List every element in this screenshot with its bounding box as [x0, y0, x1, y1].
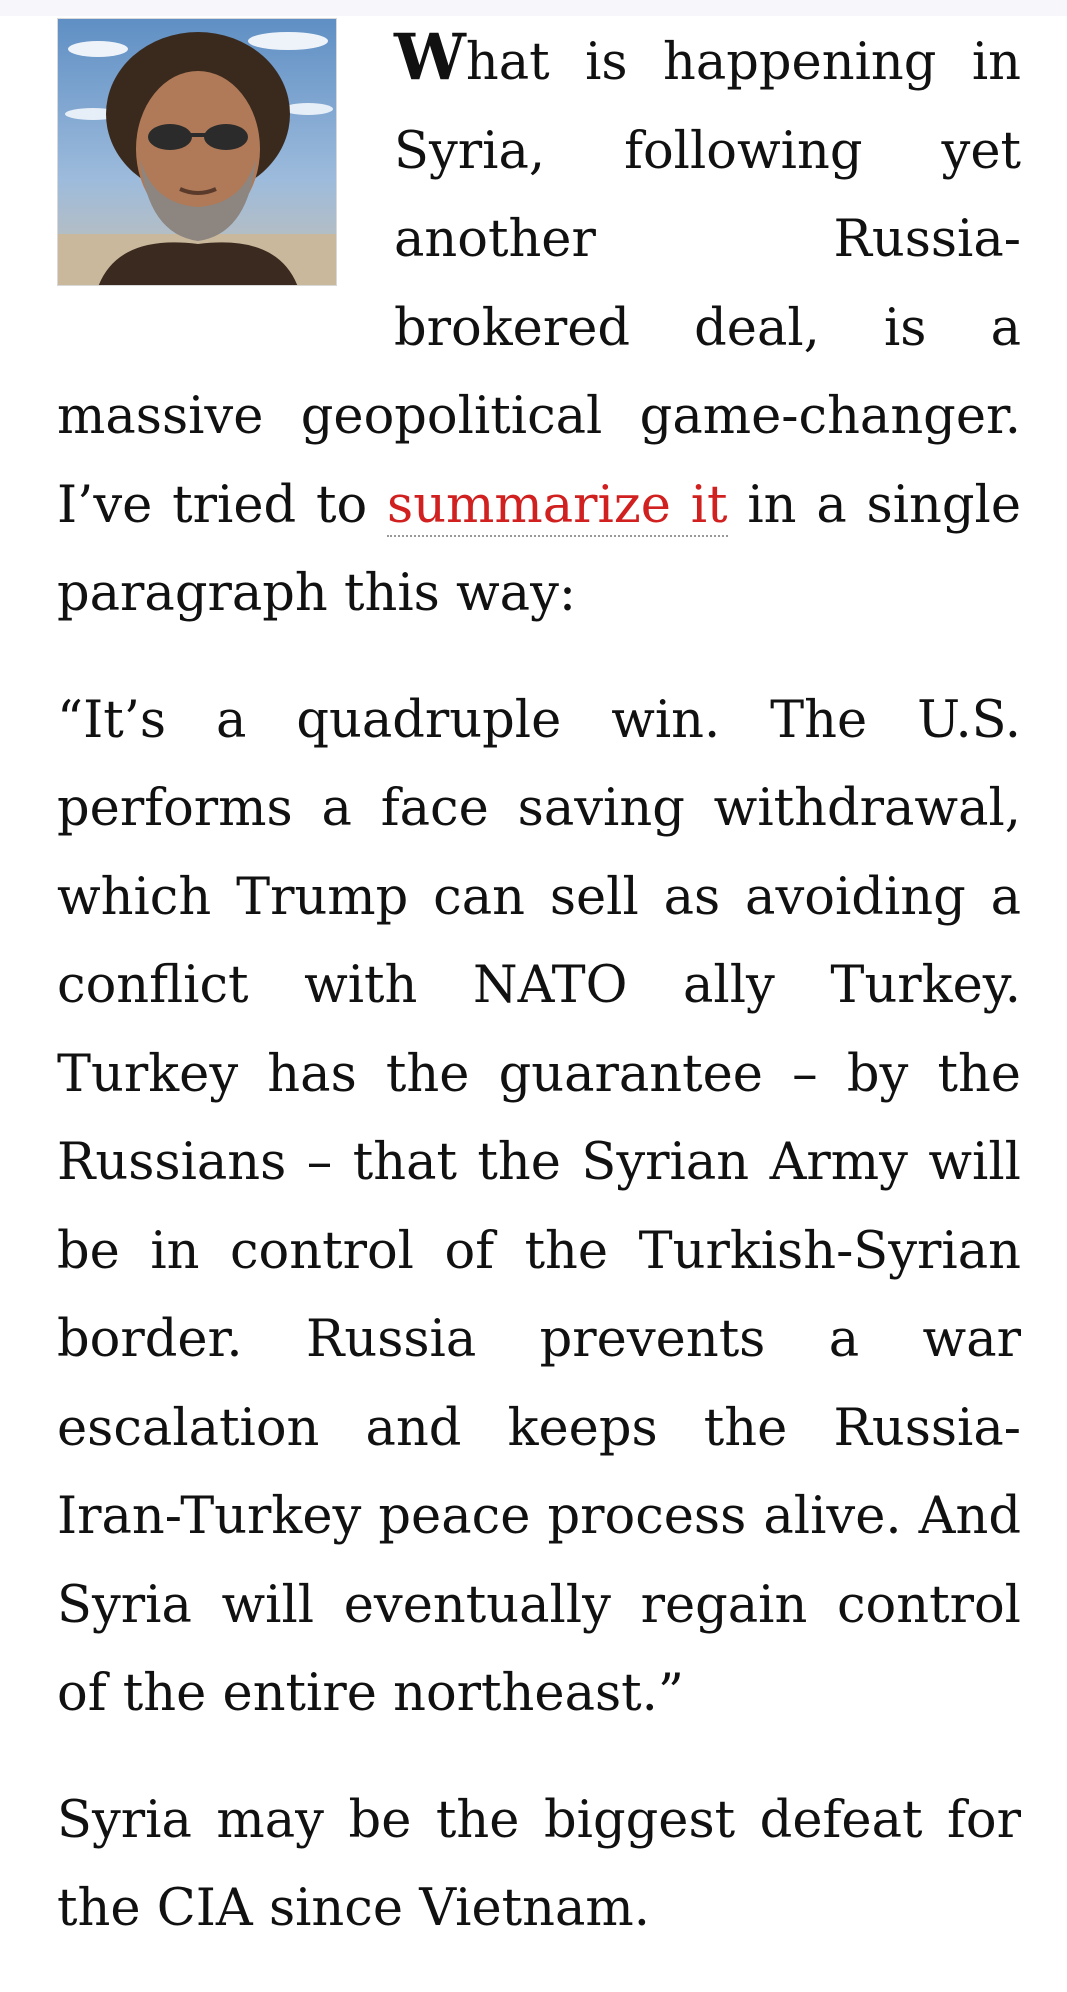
paragraph-conclusion: Syria may be the biggest defeat for the CIA since Vietnam. [57, 1790, 1021, 1938]
summarize-link[interactable]: summarize it [387, 475, 728, 535]
intro-text: hat is happening in Syria, following yet another Russia-brokered deal, is a massive geopolitical game-changer. I’ve tried to [57, 33, 1021, 535]
initial-letter: W [394, 20, 466, 95]
article-body [57, 14, 1021, 1992]
intro-text-end: in a single paragraph this way: [57, 475, 1022, 623]
author-photo [57, 18, 337, 286]
paragraph-quote: “It’s a quadruple win. The U.S. performs a face saving withdrawal, which Trump can sell as avoiding a conflict with NATO ally Turkey. Turkey has the guarantee – by the Russians – that the Syrian Army will be in control of the Turkish-Syrian border. Russia prevents a war escalation and keeps the Russia-Iran-Turkey peace process alive. And Syria will eventually regain control of the entire northeast.” [57, 690, 1021, 1723]
